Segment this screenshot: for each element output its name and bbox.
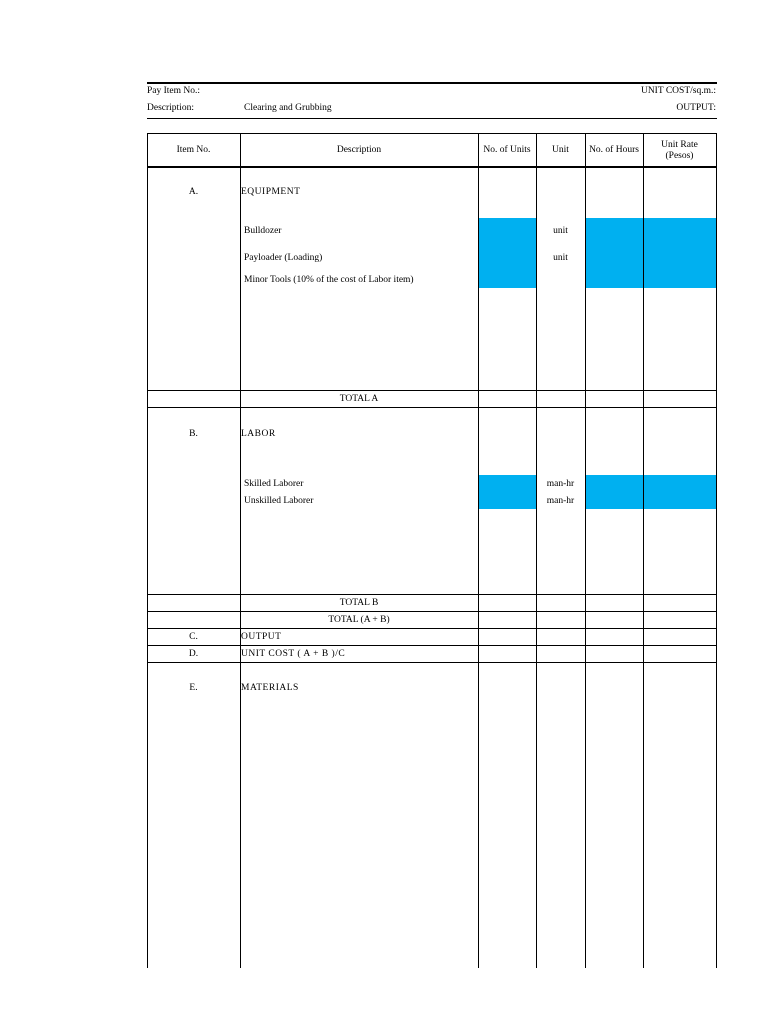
unit-col-divider	[585, 133, 586, 968]
column-header-bottom	[147, 166, 717, 168]
output-label: OUTPUT:	[676, 103, 716, 113]
col-header-item-no: Item No.	[176, 145, 211, 155]
description-col-divider	[478, 133, 479, 968]
col-header-no-of-hours: No. of Hours	[589, 145, 639, 155]
equipment-row-unit: unit	[553, 226, 568, 236]
section-d-item: D.	[188, 649, 199, 659]
pay-item-label: Pay Item No.:	[147, 86, 201, 96]
labor-row-unit: man-hr	[546, 479, 575, 489]
equipment-hours-highlight	[585, 218, 716, 288]
col-header-no-of-units: No. of Units	[483, 145, 531, 155]
unit-cost-label: UNIT COST/sq.m.:	[640, 86, 716, 96]
description-value: Clearing and Grubbing	[244, 103, 332, 113]
section-d-title: UNIT COST ( A + B )/C	[241, 649, 346, 659]
col-header-unit: Unit	[552, 145, 569, 155]
equipment-row-description: Minor Tools (10% of the cost of Labor item)	[244, 275, 414, 285]
total-ab-bottom	[147, 628, 717, 629]
col-header-unit-rate-pesos: (Pesos)	[665, 151, 694, 161]
col-header-description: Description	[336, 145, 382, 155]
labor-row-description: Skilled Laborer	[244, 479, 304, 489]
item-col-divider	[240, 133, 241, 968]
section-a-item: A.	[188, 187, 199, 197]
section-e-item: E.	[189, 683, 198, 693]
equipment-row-unit: unit	[553, 253, 568, 263]
section-b-title: LABOR	[241, 429, 276, 439]
table-top-border	[147, 133, 717, 134]
left-border	[147, 133, 148, 968]
total-b-label: TOTAL B	[339, 598, 379, 608]
labor-hours-highlight	[585, 475, 716, 509]
section-a-title: EQUIPMENT	[241, 187, 301, 197]
top-border	[147, 82, 717, 84]
col-header-unit-rate: Unit Rate	[661, 140, 698, 150]
total-b-top	[147, 594, 717, 595]
hours-col-divider	[643, 133, 644, 968]
section-e-title: MATERIALS	[241, 683, 299, 693]
total-ab-label: TOTAL (A + B)	[328, 615, 390, 625]
unit-cost-row-bottom	[147, 662, 717, 663]
section-c-item: C.	[189, 632, 198, 642]
total-a-bottom	[147, 407, 717, 408]
total-a-label: TOTAL A	[339, 394, 379, 404]
total-b-bottom	[147, 611, 717, 612]
output-row-bottom	[147, 645, 717, 646]
description-label: Description:	[147, 103, 194, 113]
equipment-row-description: Payloader (Loading)	[244, 253, 323, 263]
total-a-top	[147, 390, 717, 391]
labor-units-highlight	[478, 475, 536, 509]
right-border	[716, 133, 717, 968]
equipment-units-highlight	[478, 218, 536, 288]
equipment-row-description: Bulldozer	[244, 226, 282, 236]
header-divider	[147, 118, 717, 119]
section-c-title: OUTPUT	[241, 632, 282, 642]
section-b-item: B.	[189, 429, 198, 439]
labor-row-unit: man-hr	[546, 496, 575, 506]
labor-row-description: Unskilled Laborer	[244, 496, 314, 506]
